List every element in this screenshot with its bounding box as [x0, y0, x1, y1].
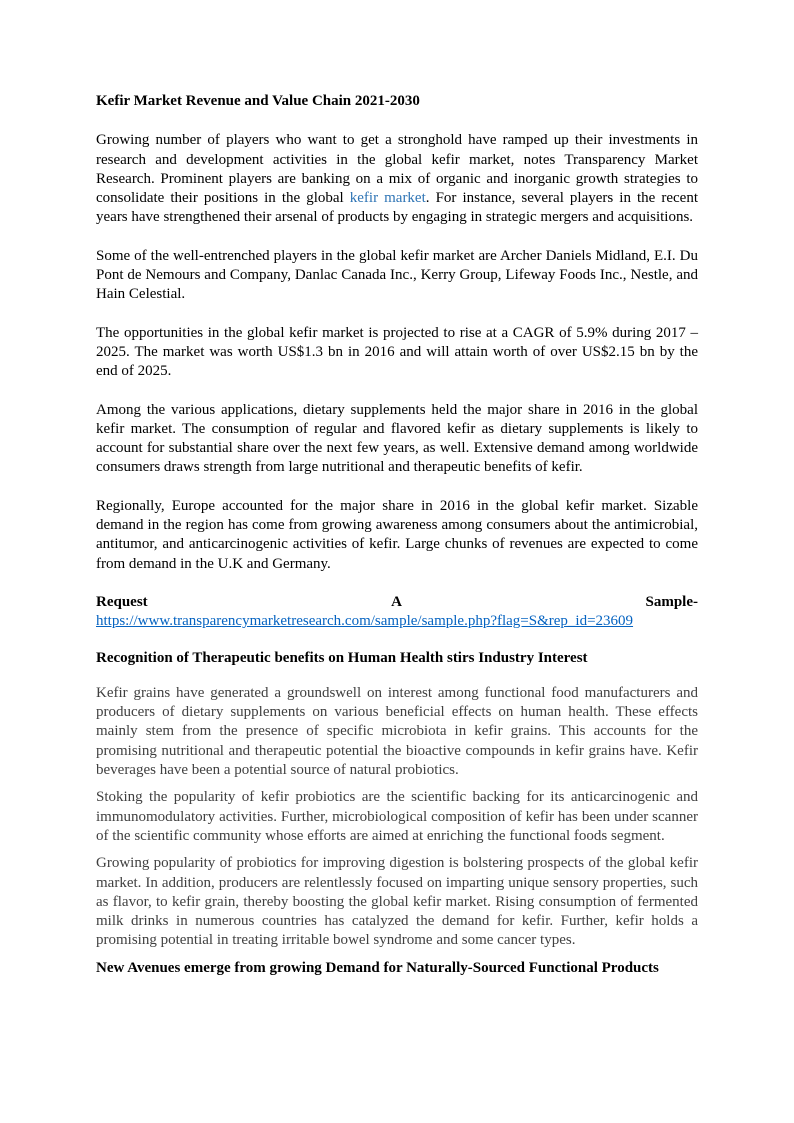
request-word: Request [96, 593, 148, 610]
paragraph-intro-text-end: . For instance, several players in the recent years have strengthened their arsenal of products by engaging in strategic mergers and acquisitions. [96, 190, 698, 226]
paragraph-digestion: Growing popularity of probiotics for improving digestion is bolstering prospects of the global kefir market. In addition, producers are relentlessly focused on imparting unique sensory properties, such as flavor, to kefir grain, thereby boosting the global kefir market. Rising consumption of fermented milk drinks in numerous countries has catalyzed the demand for kefir. Further, kefir holds a promising potential in treating irritable bowel syndrome and some cancer types. [96, 855, 698, 949]
kefir-market-link[interactable]: kefir market [349, 190, 426, 207]
sample-request-link[interactable]: https://www.transparencymarketresearch.com/sample/sample.php?flag=S&rep_id=23609 [96, 613, 634, 630]
document-title: Kefir Market Revenue and Value Chain 2021-2030 [96, 93, 420, 109]
sample-word: Sample- [645, 593, 698, 610]
paragraph-kefir-grains: Kefir grains have generated a groundswell on interest among functional food manufacturers and producers of dietary supplements on various beneficial effects on human health. These effects mainly stem from the presence of specific microbiota in kefir grains. This accounts for the promising nutritional and therapeutic potential the bioactive compounds in kefir grains have. Kefir beverages have been a potential source of natural probiotics. [96, 684, 698, 779]
section-heading-new-avenues: New Avenues emerge from growing Demand for Naturally-Sourced Functional Products [96, 959, 659, 976]
paragraph-regional: Regionally, Europe accounted for the major share in 2016 in the global kefir market. Sizable demand in the region has come from growing awareness among consumers about the antimicrobial, antitumor, and anticarcinogenic activities of kefir. Large chunks of revenues are expected to come from demand in the U.K and Germany. [96, 497, 698, 572]
document-page [96, 92, 698, 978]
section-heading-therapeutic: Recognition of Therapeutic benefits on Human Health stirs Industry Interest [96, 649, 588, 666]
a-word: A [391, 593, 402, 610]
section-body-therapeutic [96, 684, 698, 951]
paragraph-intro-text-start: Growing number of players who want to get a stronghold have ramped up their investments in research and development activities in the global kefir market, notes Transparency Market Research. Prominent players are banking on a mix of organic and inorganic growth strategies to consolidate their positions in the global [96, 132, 698, 207]
request-sample-label [96, 593, 698, 612]
paragraph-applications: Among the various applications, dietary supplements held the major share in 2016 in the global kefir market. The consumption of regular and flavored kefir as dietary supplements is likely to account for substantial share over the next few years, as well. Extensive demand among worldwide consumers draws strength from large nutritional and therapeutic benefits of kefir. [96, 401, 698, 476]
paragraph-probiotics: Stoking the popularity of kefir probiotics are the scientific backing for its anticarcinogenic and immunomodulatory activities. Further, microbiological composition of kefir has been under scanner of the scientific community whose efforts are aimed at enriching the functional foods segment. [96, 789, 698, 844]
paragraph-cagr: The opportunities in the global kefir market is projected to rise at a CAGR of 5.9% during 2017 – 2025. The market was worth US$1.3 bn in 2016 and will attain worth of over US$2.15 bn by the end of 2025. [96, 324, 698, 380]
paragraph-players: Some of the well-entrenched players in the global kefir market are Archer Daniels Midland, E.I. Du Pont de Nemours and Company, Danlac Canada Inc., Kerry Group, Lifeway Foods Inc., Nestle, and Hain Celestial. [96, 247, 698, 303]
paragraph-intro [96, 131, 698, 227]
request-sample-block [96, 593, 698, 632]
